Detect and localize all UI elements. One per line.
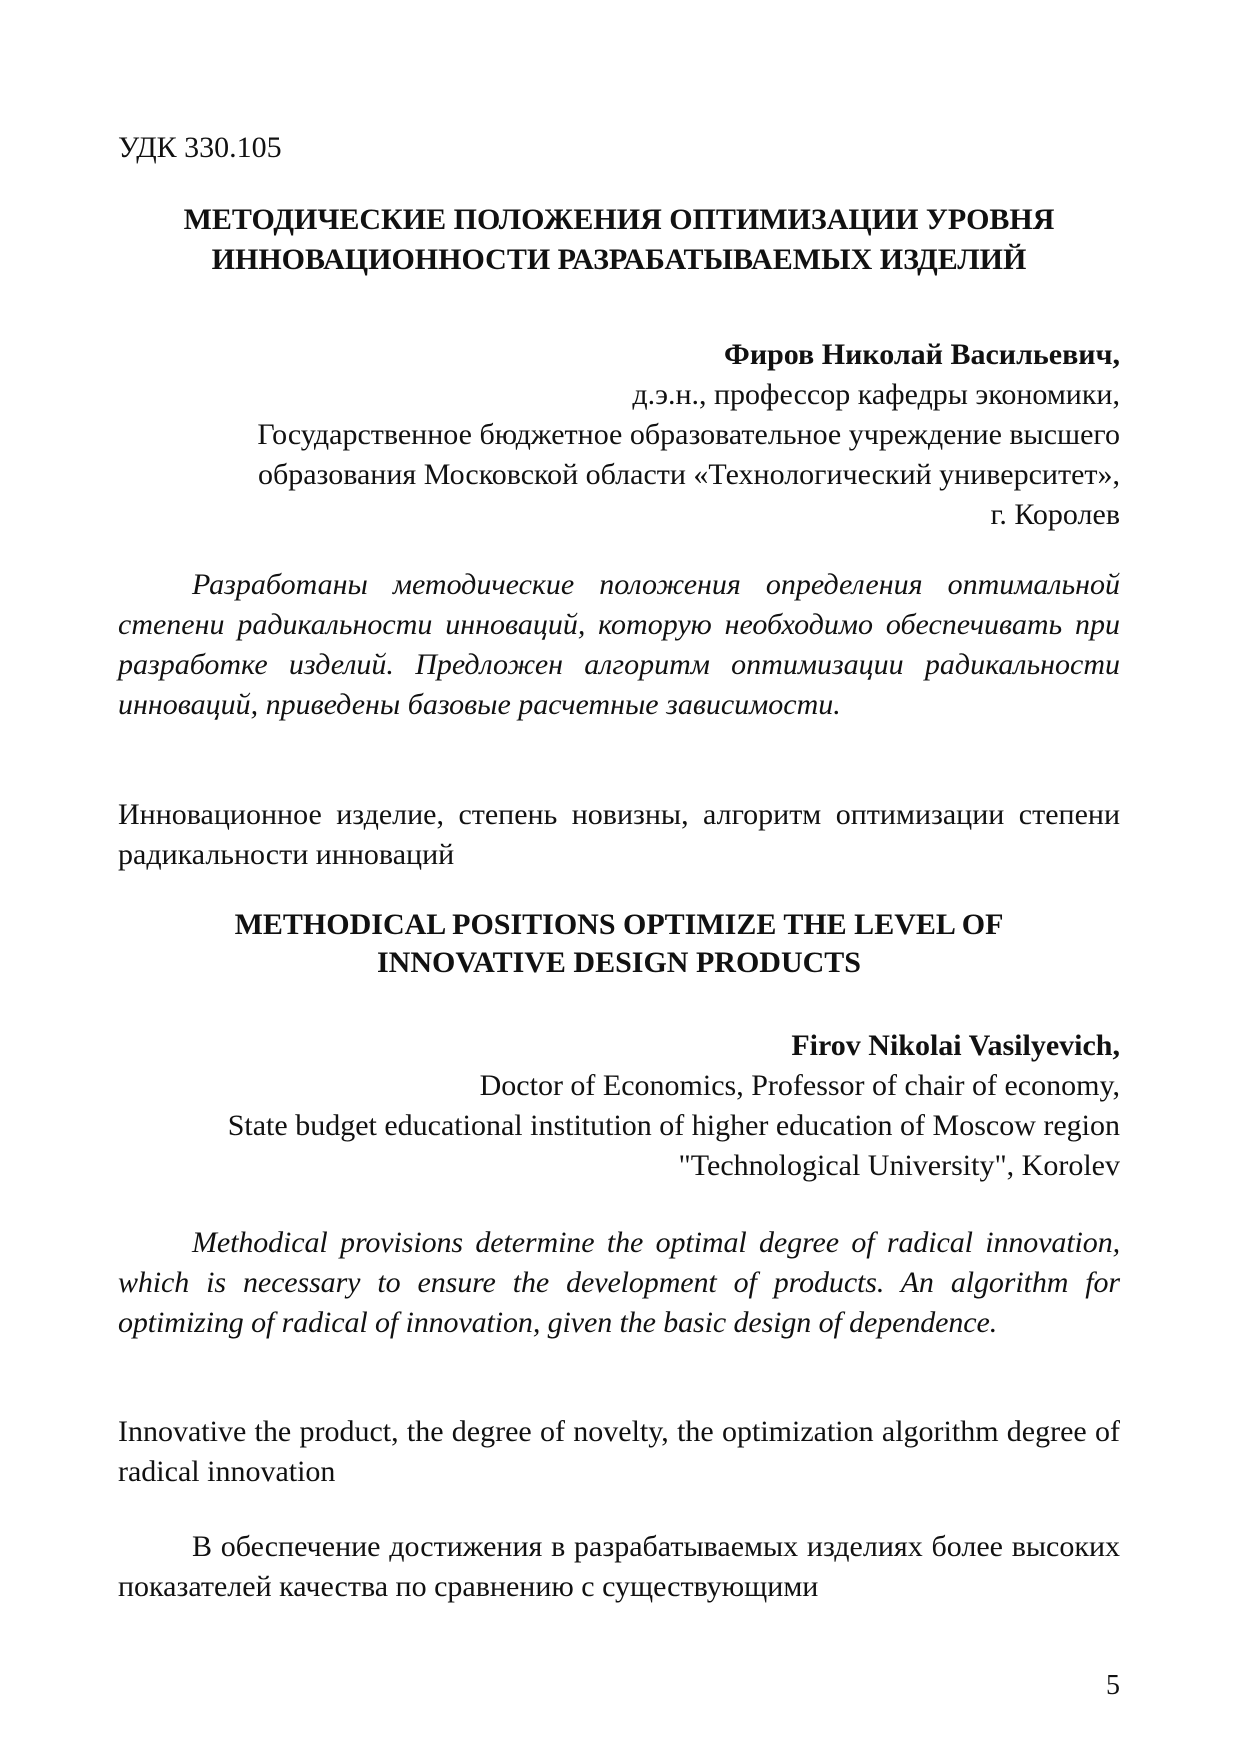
title-english-line-2: INNOVATIVE DESIGN PRODUCTS <box>377 946 861 979</box>
author-affiliation-english-line-1: State budget educational institution of higher education of Moscow region <box>227 1109 1120 1142</box>
paper-page <box>118 0 1120 1755</box>
author-name-english: Firov Nikolai Vasilyevich, <box>791 1029 1120 1062</box>
author-affiliation-russian-line-1: Государственное бюджетное образовательное учреждение высшего <box>257 418 1120 451</box>
author-affiliation-english-line-2: "Technological University", Korolev <box>678 1149 1120 1182</box>
abstract-russian: Разработаны методические положения определения оптимальной степени радикальности инноваций, которую необходимо обеспечивать при разработке изделий. Предложен алгоритм оптимизации радикальности инноваций, приведены базовые расчетные зависимости. <box>118 568 1120 721</box>
author-city-russian: г. Королев <box>990 498 1120 531</box>
title-english <box>118 906 1120 982</box>
title-russian-line-1: МЕТОДИЧЕСКИЕ ПОЛОЖЕНИЯ ОПТИМИЗАЦИИ УРОВНЯ <box>183 203 1055 236</box>
author-block-russian <box>118 335 1120 535</box>
author-block-english <box>118 1026 1120 1186</box>
abstract-english: Methodical provisions determine the optimal degree of radical innovation, which is necessary to ensure the development of products. An algorithm for optimizing of radical of innovation, given the basic design of dependence. <box>118 1226 1120 1339</box>
body-paragraph: В обеспечение достижения в разрабатываемых изделиях более высоких показателей качества по сравнению с существующими <box>118 1530 1120 1603</box>
title-english-line-1: METHODICAL POSITIONS OPTIMIZE THE LEVEL OF <box>234 908 1004 941</box>
author-degree-russian: д.э.н., профессор кафедры экономики, <box>632 378 1120 411</box>
page-number: 5 <box>1106 1670 1120 1701</box>
author-degree-english: Doctor of Economics, Professor of chair of economy, <box>479 1069 1120 1102</box>
title-russian-line-2: ИННОВАЦИОННОСТИ РАЗРАБАТЫВАЕМЫХ ИЗДЕЛИЙ <box>211 243 1027 276</box>
keywords-russian: Инновационное изделие, степень новизны, алгоритм оптимизации степени радикальности инноваций <box>118 798 1120 871</box>
udk-code: УДК 330.105 <box>118 131 282 164</box>
keywords-english: Innovative the product, the degree of novelty, the optimization algorithm degree of radical innovation <box>118 1415 1120 1488</box>
author-affiliation-russian-line-2: образования Московской области «Технологический университет», <box>257 458 1120 491</box>
author-name-russian: Фиров Николай Васильевич, <box>724 338 1120 371</box>
title-russian <box>118 200 1120 280</box>
